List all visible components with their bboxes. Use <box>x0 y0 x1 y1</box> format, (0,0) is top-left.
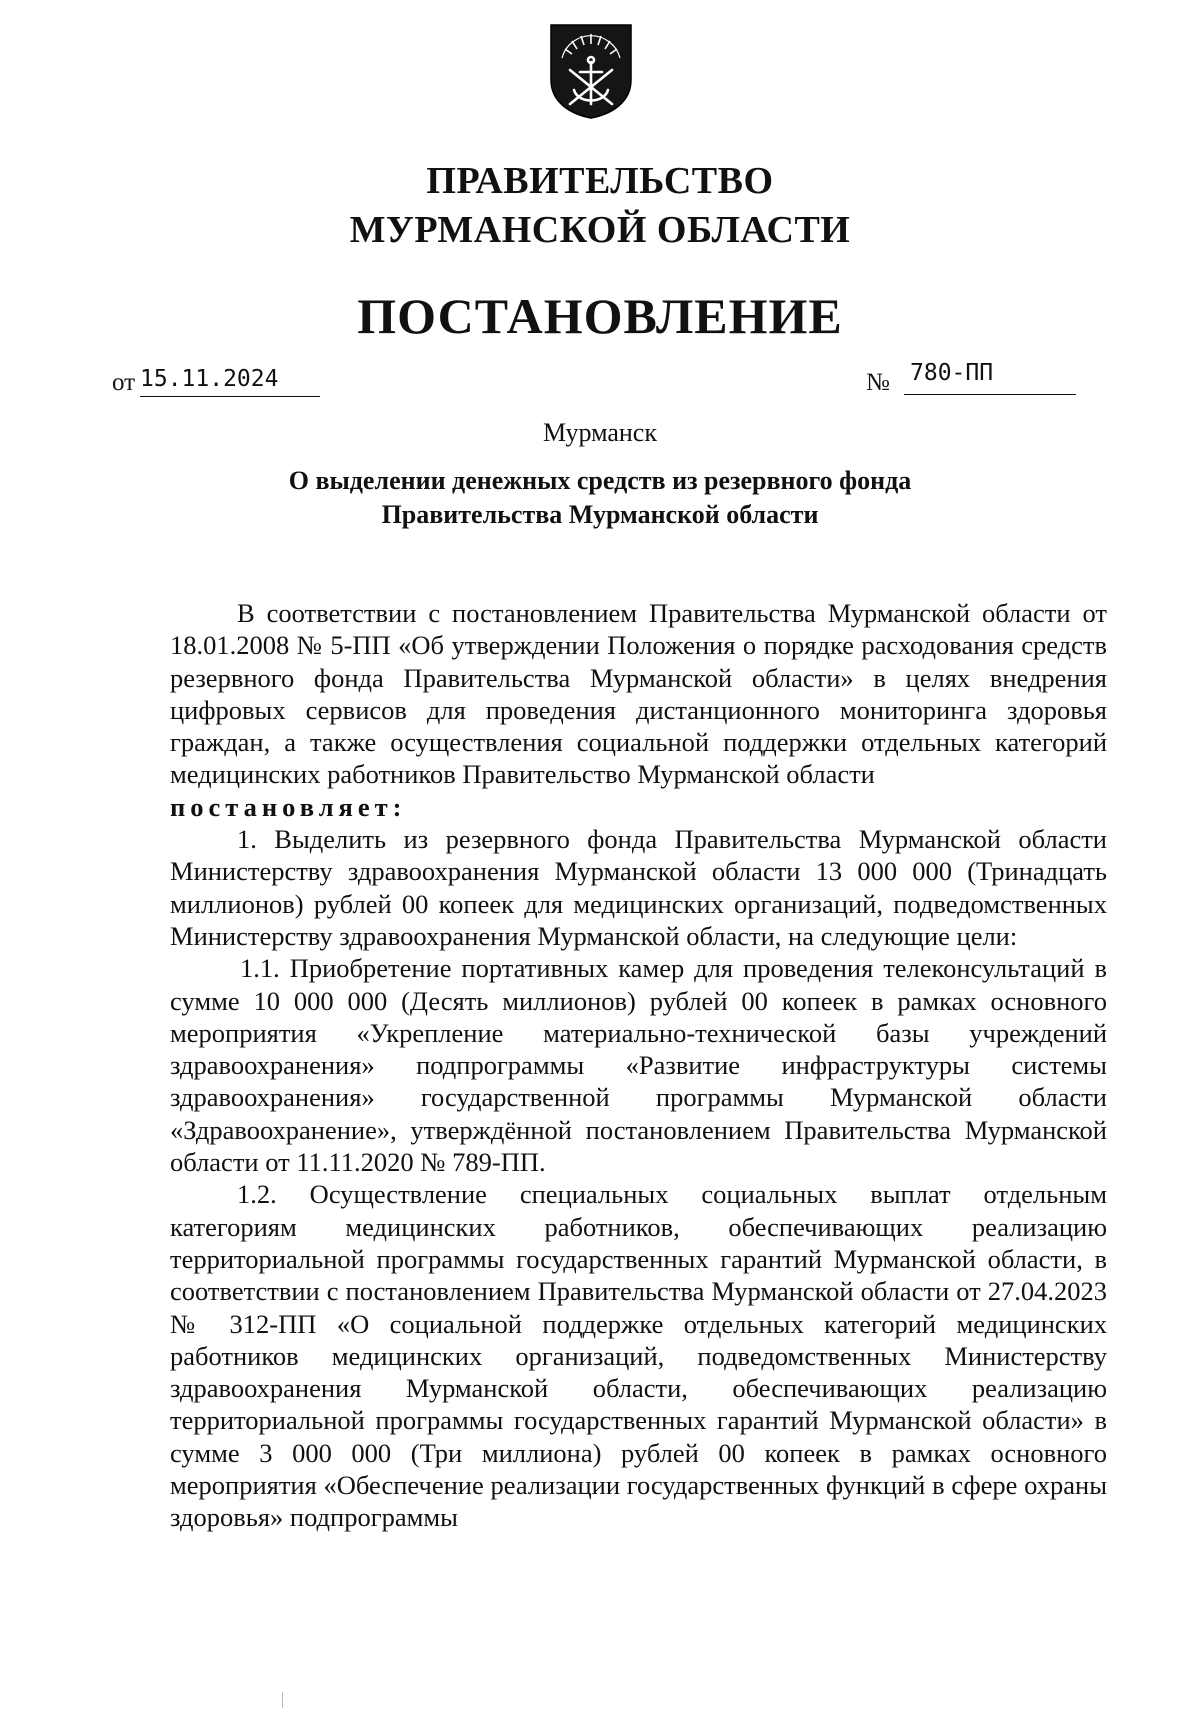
clause-1: 1. Выделить из резервного фонда Правительства Мурманской области Министерству здравоохранения Мурманской области 13 000 000 (Тринадцать миллионов) рублей 00 копеек для медицинских организаций, подведомственных Министерству здравоохранения Мурманской области, на следующие цели: <box>170 824 1107 951</box>
subject-line2: Правительства Мурманской области <box>381 500 819 529</box>
document-subject <box>0 464 1200 532</box>
clause-1-2: 1.2. Осуществление специальных социальных выплат отдельным категориям медицинских работников, обеспечивающих реализацию территориальной программы государственных гарантий Мурманской области, в соответствии с постановлением Правительства Мурманской области от 27.04.2023 № 312-ПП «О социальной поддержке отдельных категорий медицинских работников медицинских организаций, подведомственных Министерству здравоохранения Мурманской области, обеспечивающих реализацию территориальной программы государственных гарантий Мурманской области» в сумме 3 000 000 (Три миллиона) рублей 00 копеек в рамках основного мероприятия «Обеспечение реализации государственных функций в сфере охраны здоровья» подпрограммы <box>170 1179 1107 1533</box>
document-type: ПОСТАНОВЛЕНИЕ <box>357 288 843 344</box>
number-label: № <box>866 369 890 396</box>
preamble-text: В соответствии с постановлением Правительства Мурманской области от 18.01.2008 № 5-ПП «Об утверждении Положения о порядке расходования средств резервного фонда Правительства Мурманской области» в целях внедрения цифровых сервисов для проведения дистанционного мониторинга здоровья граждан, а также осуществления социальной поддержки отдельных категорий медицинских работников Правительство Мурманской области <box>170 598 1107 790</box>
city-name: Мурманск <box>543 418 657 447</box>
document-date: 15.11.2024 <box>140 364 320 397</box>
org-name-line1: ПРАВИТЕЛЬСТВО <box>426 160 774 202</box>
clause-1-1: 1.1. Приобретение портативных камер для проведения телеконсультаций в сумме 10 000 000 (Десять миллионов) рублей 00 копеек в рамках основного мероприятия «Укрепление материально-технической базы учреждений здравоохранения» подпрограммы «Развитие инфраструктуры системы здравоохранения» государственной программы Мурманской области «Здравоохранение», утверждённой постановлением Правительства Мурманской области от 11.11.2020 № 789-ПП. <box>170 953 1107 1178</box>
document-number <box>904 358 1076 395</box>
decree-word: постановляет: <box>170 791 407 822</box>
document-number-text: 780-ПП <box>910 360 994 386</box>
date-label: от <box>112 369 136 396</box>
page-divider-mark <box>282 1692 283 1708</box>
document-body <box>170 597 1107 1534</box>
coat-of-arms-icon <box>548 22 634 120</box>
preamble-paragraph <box>170 597 1107 823</box>
subject-line1: О выделении денежных средств из резервного фонда <box>288 466 912 495</box>
org-name-line2: МУРМАНСКОЙ ОБЛАСТИ <box>349 209 851 251</box>
